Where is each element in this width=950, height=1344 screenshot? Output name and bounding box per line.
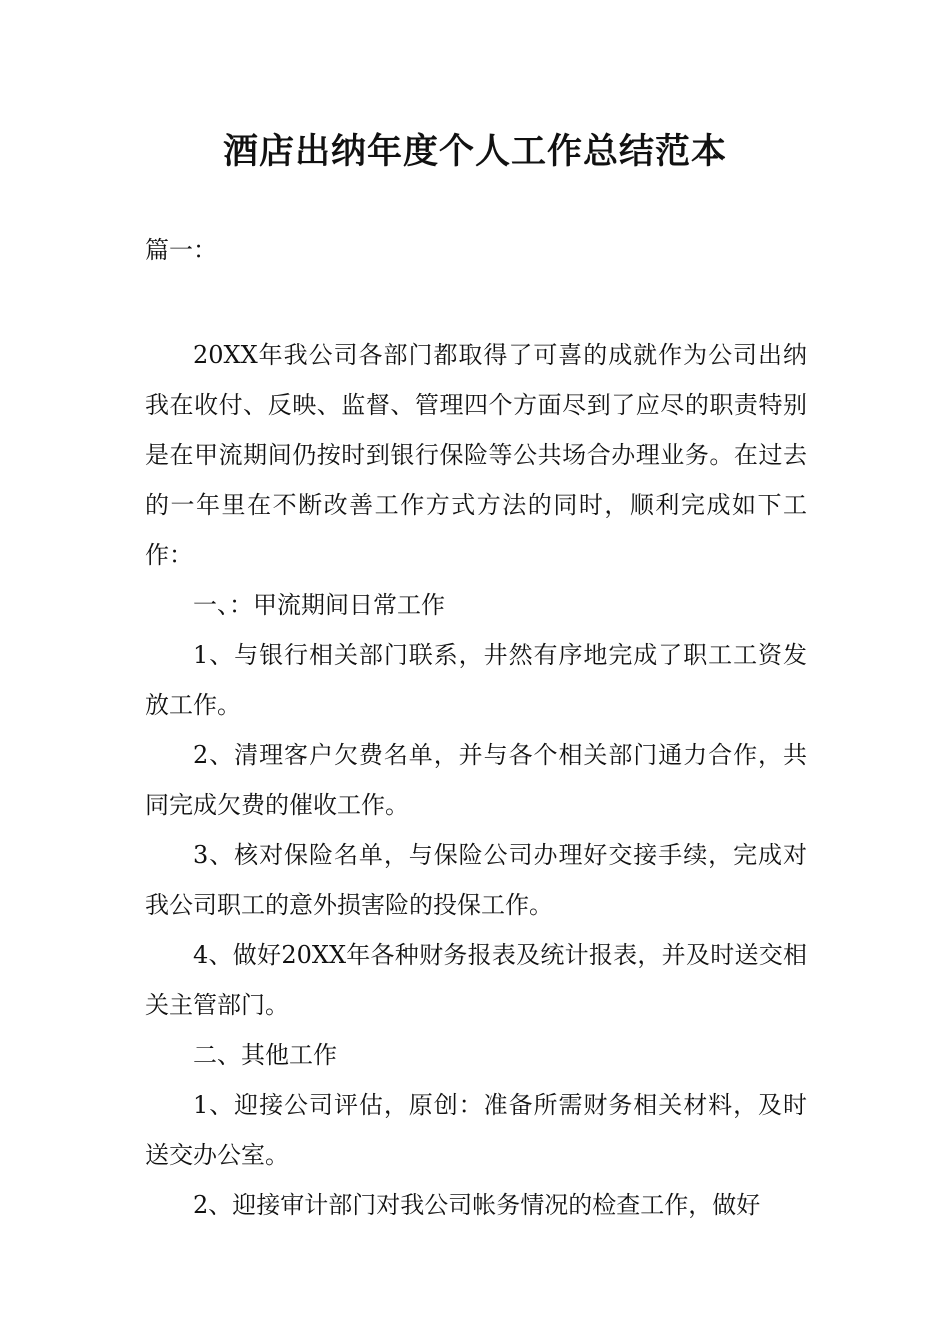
paragraph: 1、迎接公司评估，原创：准备所需财务相关材料，及时送交办公室。	[145, 1091, 807, 1169]
paragraph: 3、核对保险名单，与保险公司办理好交接手续，完成对我公司职工的意外损害险的投保工作。	[145, 841, 807, 919]
paragraph: 20XX年我公司各部门都取得了可喜的成就作为公司出纳我在收付、反映、监督、管理四个方面尽到了应尽的职责特别是在甲流期间仍按时到银行保险等公共场合办理业务。在过去的一年里在不断改善工作方式方法的同时，顺利完成如下工作：	[145, 341, 807, 569]
paragraph: 2、清理客户欠费名单，并与各个相关部门通力合作，共同完成欠费的催收工作。	[145, 741, 807, 819]
paragraph: 一、：甲流期间日常工作	[193, 591, 445, 619]
paragraph: 4、做好20XX年各种财务报表及统计报表，并及时送交相关主管部门。	[145, 941, 807, 1019]
paragraph: 二、其他工作	[193, 1041, 337, 1069]
section-label: 篇一：	[145, 236, 217, 264]
paragraph: 2、迎接审计部门对我公司帐务情况的检查工作，做好	[193, 1191, 761, 1219]
paragraph: 1、与银行相关部门联系，井然有序地完成了职工工资发放工作。	[145, 641, 807, 719]
document-body	[145, 330, 807, 1230]
document-title: 酒店出纳年度个人工作总结范本	[222, 132, 727, 172]
